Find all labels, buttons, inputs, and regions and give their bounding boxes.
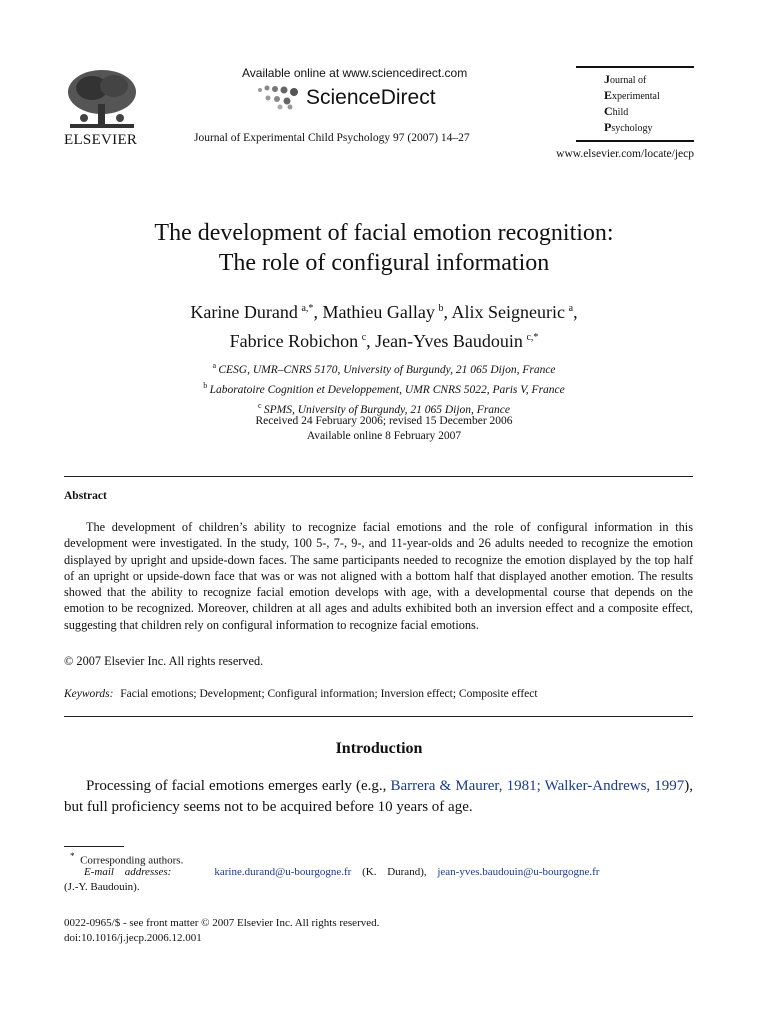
- journal-logo-line: Child: [604, 104, 629, 118]
- journal-citation: Journal of Experimental Child Psychology 97 (2007) 14–27: [194, 132, 470, 144]
- available-online-text: Available online at www.sciencedirect.com: [242, 66, 468, 80]
- journal-logo-line: Psychology: [604, 120, 653, 134]
- author-affil-marker: b: [438, 303, 444, 314]
- author-affil-marker: a: [568, 303, 574, 314]
- author-name: Jean-Yves Baudouin: [375, 331, 523, 351]
- author-name: Mathieu Gallay: [322, 302, 435, 322]
- footnote-corresponding: * Corresponding authors.: [70, 851, 184, 867]
- journal-url-link[interactable]: www.elsevier.com/locate/jecp: [556, 148, 694, 160]
- keywords-text: Facial emotions; Development; Configural information; Inversion effect; Composite effect: [120, 688, 538, 700]
- journal-logo-line: Journal of: [604, 72, 647, 86]
- sciencedirect-wordmark: ScienceDirect: [306, 86, 436, 109]
- affiliations: [0, 358, 768, 417]
- keywords: [64, 688, 538, 700]
- affiliation-item: $^c$ SPMS, University of Burgundy, 21 065 Dijon, France: [257, 400, 511, 416]
- issn-block: [64, 916, 379, 946]
- section-heading-introduction: Introduction: [335, 740, 423, 757]
- introduction-paragraph: Processing of facial emotions emerges early (e.g., Barrera & Maurer, 1981; Walker-Andrews, 1997), but full proficiency seems not to be acquired before 10 years of age.: [64, 778, 693, 815]
- author-name: Fabrice Robichon: [229, 331, 359, 351]
- footnote-email-owner: (J.-Y. Baudouin).: [64, 881, 140, 893]
- abstract-heading: Abstract: [64, 490, 107, 502]
- keywords-label: Keywords:: [64, 688, 114, 700]
- abstract-text: The development of children’s ability to recognize facial emotions and the role of configural information in this development were investigated. In the study, 100 5-, 7-, 9-, and 11-year-olds and 26 adults needed to recognize the emotion displayed by upright and upside-down faces. The same participants needed to recognize the emotion displayed by the top half of an upright or upside-down face that was or was not aligned with a bottom half that displayed another emotion. The results showed that the ability to recognize facial emotion develops with age, with a developmental course that depends on the emotion to be recognized. Moreover, children at all ages and adults exhibited both an inversion effect and a composite effect, suggesting that children rely on configural information to recognize facial emotions.: [64, 520, 693, 632]
- available-date: Available online 8 February 2007: [306, 430, 462, 442]
- footnote-divider: [64, 846, 124, 847]
- divider: [64, 476, 693, 477]
- author-affil-marker: c,*: [526, 332, 539, 343]
- affiliation-item: $^b$ Laboratoire Cognition et Developpement, UMR CNRS 5022, Paris V, France: [203, 380, 565, 396]
- abstract-copyright: © 2007 Elsevier Inc. All rights reserved.: [64, 654, 264, 668]
- author-name: Alix Seigneuric: [451, 302, 566, 322]
- author-name: Karine Durand: [190, 302, 298, 322]
- email-link[interactable]: karine.durand@u-bourgogne.fr: [214, 866, 352, 878]
- citation-link[interactable]: Barrera & Maurer, 1981; Walker-Andrews, 1997: [390, 778, 685, 794]
- front-matter-line: 0022-0965/$ - see front matter © 2007 Elsevier Inc. All rights reserved.: [64, 917, 380, 929]
- divider: [64, 716, 693, 717]
- received-date: Received 24 February 2006; revised 15 December 2006: [255, 415, 513, 427]
- doi-link[interactable]: doi:10.1016/j.jecp.2006.12.001: [64, 932, 202, 944]
- title-line-2: The role of configural information: [218, 250, 550, 276]
- journal-logo: [576, 66, 694, 142]
- email-link[interactable]: jean-yves.baudouin@u-bourgogne.fr: [437, 866, 600, 878]
- author-affil-marker: a,*: [301, 303, 314, 314]
- author-affil-marker: c: [361, 332, 367, 343]
- journal-logo-line: Experimental: [604, 88, 660, 102]
- footnote-emails: E-mail addresses: karine.durand@u-bourgogne.fr (K. Durand), jean-yves.baudouin@u-bourgogne.fr: [84, 866, 600, 878]
- article-history: [0, 414, 768, 444]
- title-line-1: The development of facial emotion recognition:: [154, 220, 614, 246]
- publisher-name: ELSEVIER: [64, 132, 138, 148]
- author-list: Karine Durand $^{a,*}$, Mathieu Gallay $^b$, Alix Seigneuric $^a$, Fabrice Robichon $^c$, Jean-Yves Baudouin $^{c,*}$: [190, 302, 578, 351]
- paper-title: [0, 218, 768, 278]
- elsevier-tree-logo: [62, 66, 142, 132]
- affiliation-item: $^a$ CESG, UMR–CNRS 5170, University of Burgundy, 21 065 Dijon, France: [212, 361, 556, 376]
- sciencedirect-dots-icon: [256, 84, 306, 110]
